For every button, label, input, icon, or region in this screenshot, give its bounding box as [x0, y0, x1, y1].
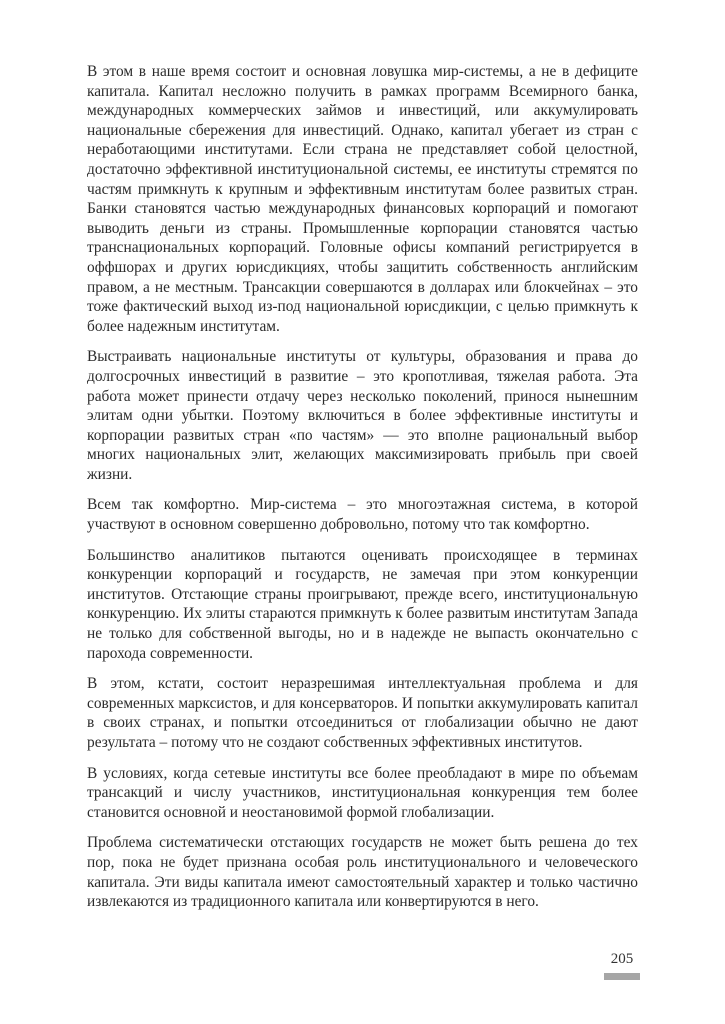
paragraph-2: Выстраивать национальные институты от культуры, образования и права до долгосрочных инвестиций в развитие – это кропотливая, тяжелая работа. Эта работа может принести отдачу через несколько поколений, принося нынешним элитам одни убытки. Поэтому включиться в более эффективные институты и корпорации развитых стран «по частям» — это вполне рациональный выбор многих национальных элит, желающих максимизировать прибыль при своей жизни.: [87, 348, 638, 483]
paragraph-4: Большинство аналитиков пытаются оценивать происходящее в терминах конкуренции корпораций и государств, не замечая при этом конкуренции институтов. Отстающие страны проигрывают, прежде всего, институциональную конкуренцию. Их элиты стараются примкнуть к более развитым институтам Запада не только для собственной выгоды, но и в надежде не выпасть окончательно с парохода современности.: [87, 546, 638, 662]
page-footer: [604, 950, 640, 980]
page-number-bar: [604, 973, 640, 980]
paragraph-5: В этом, кстати, состоит неразрешимая интеллектуальная проблема и для современных марксистов, и для консерваторов. И попытки аккумулировать капитал в своих странах, и попытки отсоединиться от глобализации обычно не дают результата – потому что не создают собственных эффективных институтов.: [87, 675, 638, 751]
paragraph-3: Всем так комфортно. Мир-система – это многоэтажная система, в которой участвуют в основном совершенно добровольно, потому что так комфортно.: [87, 496, 638, 534]
page-number: 205: [610, 951, 634, 967]
paragraph-1: В этом в наше время состоит и основная ловушка мир-системы, а не в дефиците капитала. Капитал несложно получить в рамках программ Всемирного банка, международных коммерческих займов и инвестиций, или аккумулировать национальные сбережения для инвестиций. Однако, капитал убегает из стран с неработающими институтами. Если страна не представляет собой целостной, достаточно эффективной институциональной системы, ее институты стремятся по частям примкнуть к крупным и эффективным институтам более развитых стран. Банки становятся частью международных финансовых корпораций и помогают выводить деньги из страны. Промышленные корпорации становятся частью транснациональных корпораций. Головные офисы компаний регистрируется в оффшорах и других юрисдикциях, чтобы защитить собственность английским правом, а не местным. Трансакции совершаются в долларах или блокчейнах – это тоже фактический выход из-под национальной юрисдикции, с целью примкнуть к более надежным институтам.: [87, 63, 638, 335]
paragraph-7: Проблема систематически отстающих государств не может быть решена до тех пор, пока не будет признана особая роль институционального и человеческого капитала. Эти виды капитала имеют самостоятельный характер и только частично извлекаются из традиционного капитала или конвертируются в него.: [87, 834, 638, 911]
page-body: [87, 62, 638, 923]
paragraph-6: В условиях, когда сетевые институты все более преобладают в мире по объемам трансакций и числу участников, институциональная конкуренция тем более становится основной и неостановимой формой глобализации.: [87, 764, 638, 821]
